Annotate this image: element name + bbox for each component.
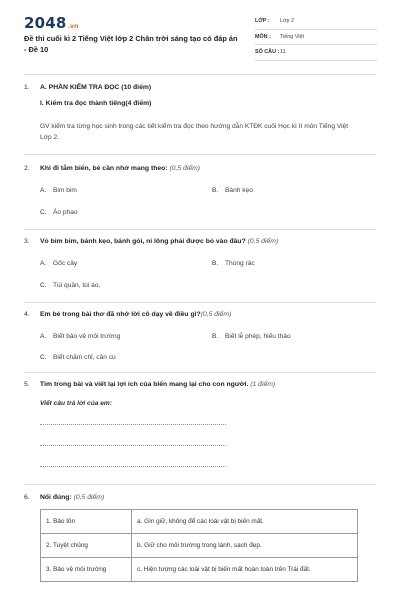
meta-row-class [255,14,377,30]
option-c[interactable] [40,282,100,289]
answer-instruction: Viết câu trả lời của em: [40,400,112,407]
divider [24,154,376,155]
divider [24,74,376,75]
document-meta [255,14,377,61]
match-left[interactable]: 1. Bảo tồn [41,510,132,534]
option-text: Gốc cây [53,260,78,267]
logo-suffix: .vn [67,23,79,30]
meta-value: Tiếng Việt [280,33,304,40]
option-a[interactable] [40,333,120,340]
question-title [40,237,370,247]
match-right[interactable]: a. Gìn giữ, không để các loài vật bị biến mất. [132,510,358,534]
meta-value: 11 [280,49,286,55]
option-text: Bim bim [53,187,77,194]
option-text: Biết chăm chỉ, cần cù [53,354,116,361]
document-title: Đề thi cuối kì 2 Tiếng Việt lớp 2 Chân trời sáng tạo có đáp án - Đề 10 [24,34,238,54]
meta-row-subject [255,30,377,46]
section-subtitle: I. Kiểm tra đọc thành tiếng(4 điểm) [40,100,152,107]
option-b[interactable] [212,333,291,340]
option-letter: B. [212,333,219,340]
question-text: Nối đúng: [40,494,72,501]
table-row [41,534,358,558]
question-text: Tìm trong bài và viết lại lợi ích của biển mang lại cho con người. [40,381,249,388]
question-text: Em bé trong bài thơ đã nhớ lời cô dạy về điều gì? [40,311,201,318]
option-letter: C. [40,354,47,361]
question-points: (0,5 điểm) [73,494,105,501]
table-row [41,510,358,534]
question-text: Vỏ bim bim, bánh kẹo, bánh gói, ni lông phải được bỏ vào đâu? [40,238,246,245]
option-text: Bánh kẹo [225,187,253,194]
option-c[interactable] [40,209,78,216]
answer-line[interactable] [40,445,226,446]
option-letter: C. [40,209,47,216]
question-title [40,493,370,503]
option-text: Biết bảo vệ môi trường [53,333,121,340]
answer-line[interactable] [40,424,226,425]
question-number: 1. [24,84,30,91]
option-text: Thùng rác [225,260,255,267]
table-row [41,558,358,582]
answer-line[interactable] [40,466,226,467]
option-a[interactable] [40,260,77,267]
option-letter: C. [40,282,47,289]
question-title [40,380,370,390]
question-number: 6. [24,494,30,501]
question-text: Khi đi tắm biển, bé cần nhớ mang theo: [40,165,168,172]
option-b[interactable] [212,187,253,194]
match-right[interactable]: c. Hiện tượng các loài vật bị biến mất hoàn toàn trên Trái đất. [132,558,358,582]
option-text: Áo phao [53,209,78,216]
divider [24,372,376,373]
match-right[interactable]: b. Giữ cho môi trường trong lành, sạch đẹp. [132,534,358,558]
question-points: (1 điểm) [250,381,276,388]
site-logo[interactable] [24,14,79,32]
option-letter: A. [40,187,47,194]
option-c[interactable] [40,354,116,361]
question-number: 2. [24,165,30,172]
question-points: (0,5 điểm) [169,165,201,172]
question-number: 3. [24,238,30,245]
option-letter: B. [212,260,219,267]
meta-row-count [255,45,377,61]
option-letter: B. [212,187,219,194]
meta-key: SỐ CÂU : [255,49,280,55]
divider [24,229,376,230]
meta-value: Lớp 2 [280,18,295,24]
match-left[interactable]: 2. Tuyệt chủng [41,534,132,558]
meta-key: MÔN : [255,33,271,40]
option-a[interactable] [40,187,77,194]
section-paragraph: GV kiểm tra từng học sinh trong các tiết kiểm tra đọc theo hướng dẫn KTĐK cuối Học kì II môn Tiếng Việt Lớp 2. [40,123,349,141]
meta-key: LỚP : [255,18,270,24]
matching-table [40,509,358,582]
question-number: 4. [24,311,30,318]
question-title [40,164,370,174]
question-points: (0,5 điểm) [200,311,232,318]
option-letter: A. [40,260,47,267]
document-header [24,10,376,60]
question-number: 5. [24,381,30,388]
option-letter: A. [40,333,47,340]
question-points: (0,5 điểm) [247,238,279,245]
logo-text: 2048 [24,14,67,32]
option-text: Túi quần, túi áo. [53,282,101,289]
match-left[interactable]: 3. Bảo vệ môi trường [41,558,132,582]
option-b[interactable] [212,260,255,267]
question-title: A. PHẦN KIỂM TRA ĐỌC (10 điểm) [40,84,152,91]
divider [24,302,376,303]
option-text: Biết lễ phép, hiếu thảo [225,333,291,340]
question-title [40,310,370,320]
divider [24,484,376,485]
